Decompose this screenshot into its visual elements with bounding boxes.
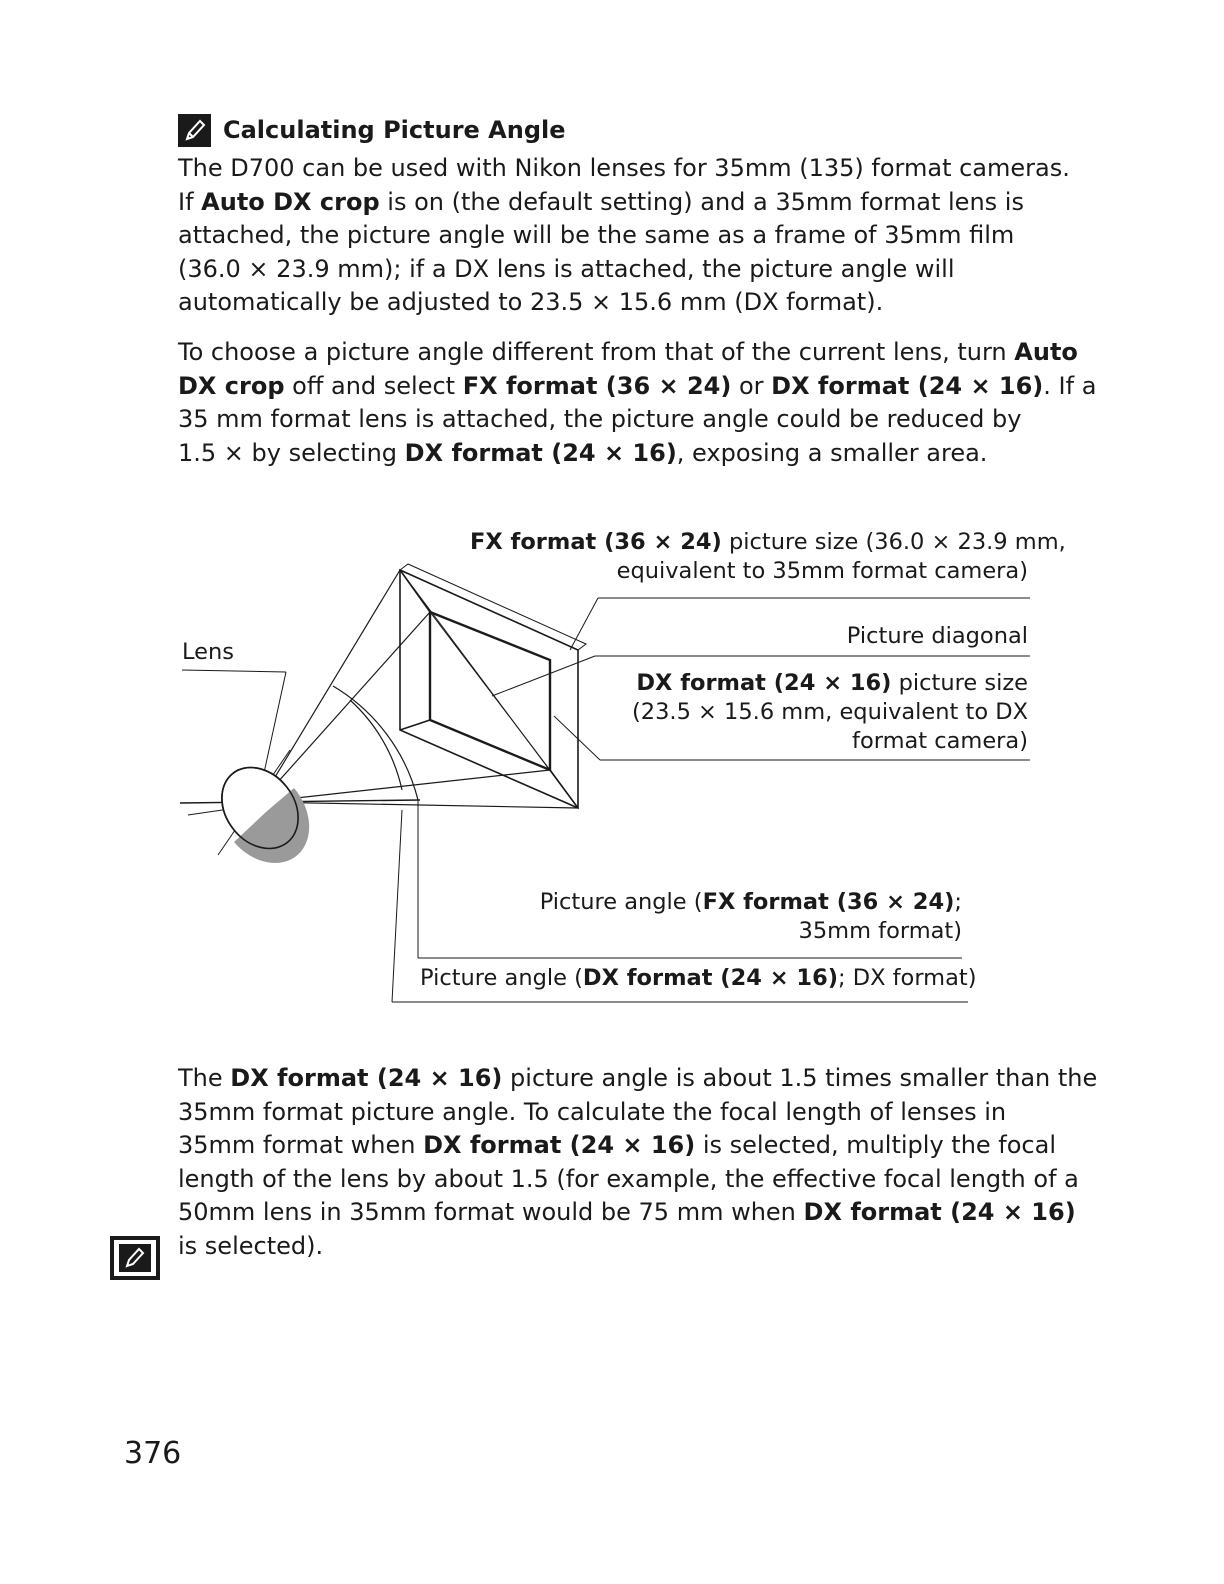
diagonal-leader	[492, 656, 595, 696]
fx-size-leader	[570, 598, 598, 650]
text-run: The	[178, 1064, 231, 1092]
bold-term: FX format (36 × 24)	[470, 529, 722, 555]
text-line	[178, 1129, 1057, 1163]
text-line: format camera)	[852, 728, 1028, 754]
bold-term: DX format (24 × 16)	[771, 371, 1044, 400]
text-run: picture size	[891, 670, 1028, 696]
fx-picture-angle-label	[520, 888, 962, 946]
dx-size-leader	[554, 716, 600, 760]
fx-diagonal	[400, 570, 578, 808]
text-line: attached, the picture angle will be the same as a frame of 35mm film	[178, 221, 1015, 249]
text-line	[178, 1062, 1098, 1096]
text-run: off and select	[284, 371, 463, 400]
bold-term: DX format (24 × 16)	[636, 670, 892, 696]
text-line	[178, 437, 1048, 471]
text-run: picture angle is about 1.5 times smaller than the	[502, 1064, 1098, 1092]
text-run: , exposing a smaller area.	[676, 438, 988, 467]
text-line	[178, 1196, 1076, 1230]
dx-angle-leader	[392, 810, 402, 1002]
dx-ray-top	[260, 612, 430, 802]
text-run: ;	[954, 889, 962, 915]
dx-ray-bottom	[260, 770, 550, 802]
lens-icon	[206, 752, 314, 863]
text-line: equivalent to 35mm format camera)	[616, 558, 1028, 584]
dx-picture-size-label	[600, 669, 1028, 756]
text-line: The D700 can be used with Nikon lenses for 35mm (135) format cameras.	[178, 154, 1070, 182]
text-line	[178, 186, 1048, 220]
text-run: is on (the default setting) and a 35mm format lens is	[379, 187, 1024, 216]
bold-term: FX format (36 × 24)	[462, 371, 732, 400]
text-run: If	[178, 187, 202, 216]
text-line: is selected).	[178, 1231, 324, 1260]
pencil-note-icon	[178, 114, 211, 147]
text-run: 1.5 × by selecting	[178, 438, 405, 467]
frame-corner-line	[400, 720, 430, 730]
notes-section-tab-icon	[110, 1236, 160, 1280]
paragraph-intro	[178, 152, 1070, 320]
section-title: Calculating Picture Angle	[223, 116, 566, 144]
text-run: or	[731, 371, 772, 400]
text-line: 35 mm format lens is attached, the picture angle could be reduced by	[178, 405, 1022, 433]
text-line	[178, 336, 1078, 370]
text-run: To choose a picture angle different from that of the current lens, turn	[178, 338, 1015, 366]
paragraph-focal-length	[178, 1062, 1098, 1263]
text-run: Picture angle (	[539, 889, 703, 915]
menu-option-auto-dx-crop: Auto DX crop	[201, 187, 380, 216]
bold-term: DX format (24 × 16)	[423, 1131, 696, 1159]
paragraph-choose-angle	[178, 336, 1097, 470]
text-line: 35mm format)	[798, 918, 962, 944]
bold-term: FX format (36 × 24)	[702, 889, 955, 915]
text-line: (23.5 × 15.6 mm, equivalent to DX	[632, 699, 1028, 725]
text-run: Picture angle (	[420, 965, 583, 991]
text-line	[178, 370, 1097, 404]
text-line: 35mm format picture angle. To calculate the focal length of lenses in	[178, 1097, 1007, 1126]
text-run: 50mm lens in 35mm format would be 75 mm when	[178, 1198, 804, 1226]
bold-term: DX format (24 × 16)	[404, 438, 677, 467]
bold-term: DX format (24 × 16)	[230, 1064, 503, 1092]
bold-term: DX crop	[178, 371, 285, 400]
lens-leader	[182, 670, 286, 672]
fx-picture-size-label	[470, 528, 1066, 586]
text-run: ; DX format)	[838, 965, 977, 991]
text-run: picture size (36.0 × 23.9 mm,	[721, 529, 1066, 555]
fx-ray-top	[260, 570, 400, 802]
bold-term: DX format (24 × 16)	[582, 965, 839, 991]
lens-label: Lens	[182, 639, 234, 665]
text-run: . If a	[1043, 371, 1097, 400]
picture-diagonal-label: Picture diagonal	[846, 623, 1028, 649]
fx-ray-bottom	[260, 802, 578, 808]
bold-term: DX format (24 × 16)	[803, 1198, 1076, 1226]
page-number: 376	[124, 1436, 182, 1471]
text-line: (36.0 × 23.9 mm); if a DX lens is attached, the picture angle will	[178, 254, 955, 283]
fx-angle-arc	[333, 686, 418, 800]
bold-term: Auto	[1014, 338, 1078, 366]
section-heading	[178, 112, 566, 148]
text-run: is selected, multiply the focal	[695, 1131, 1057, 1159]
dx-picture-angle-label	[420, 964, 977, 993]
text-line: length of the lens by about 1.5 (for example, the effective focal length of a	[178, 1164, 1079, 1193]
text-run: 35mm format when	[178, 1131, 424, 1159]
text-line: automatically be adjusted to 23.5 × 15.6 mm (DX format).	[178, 288, 884, 316]
